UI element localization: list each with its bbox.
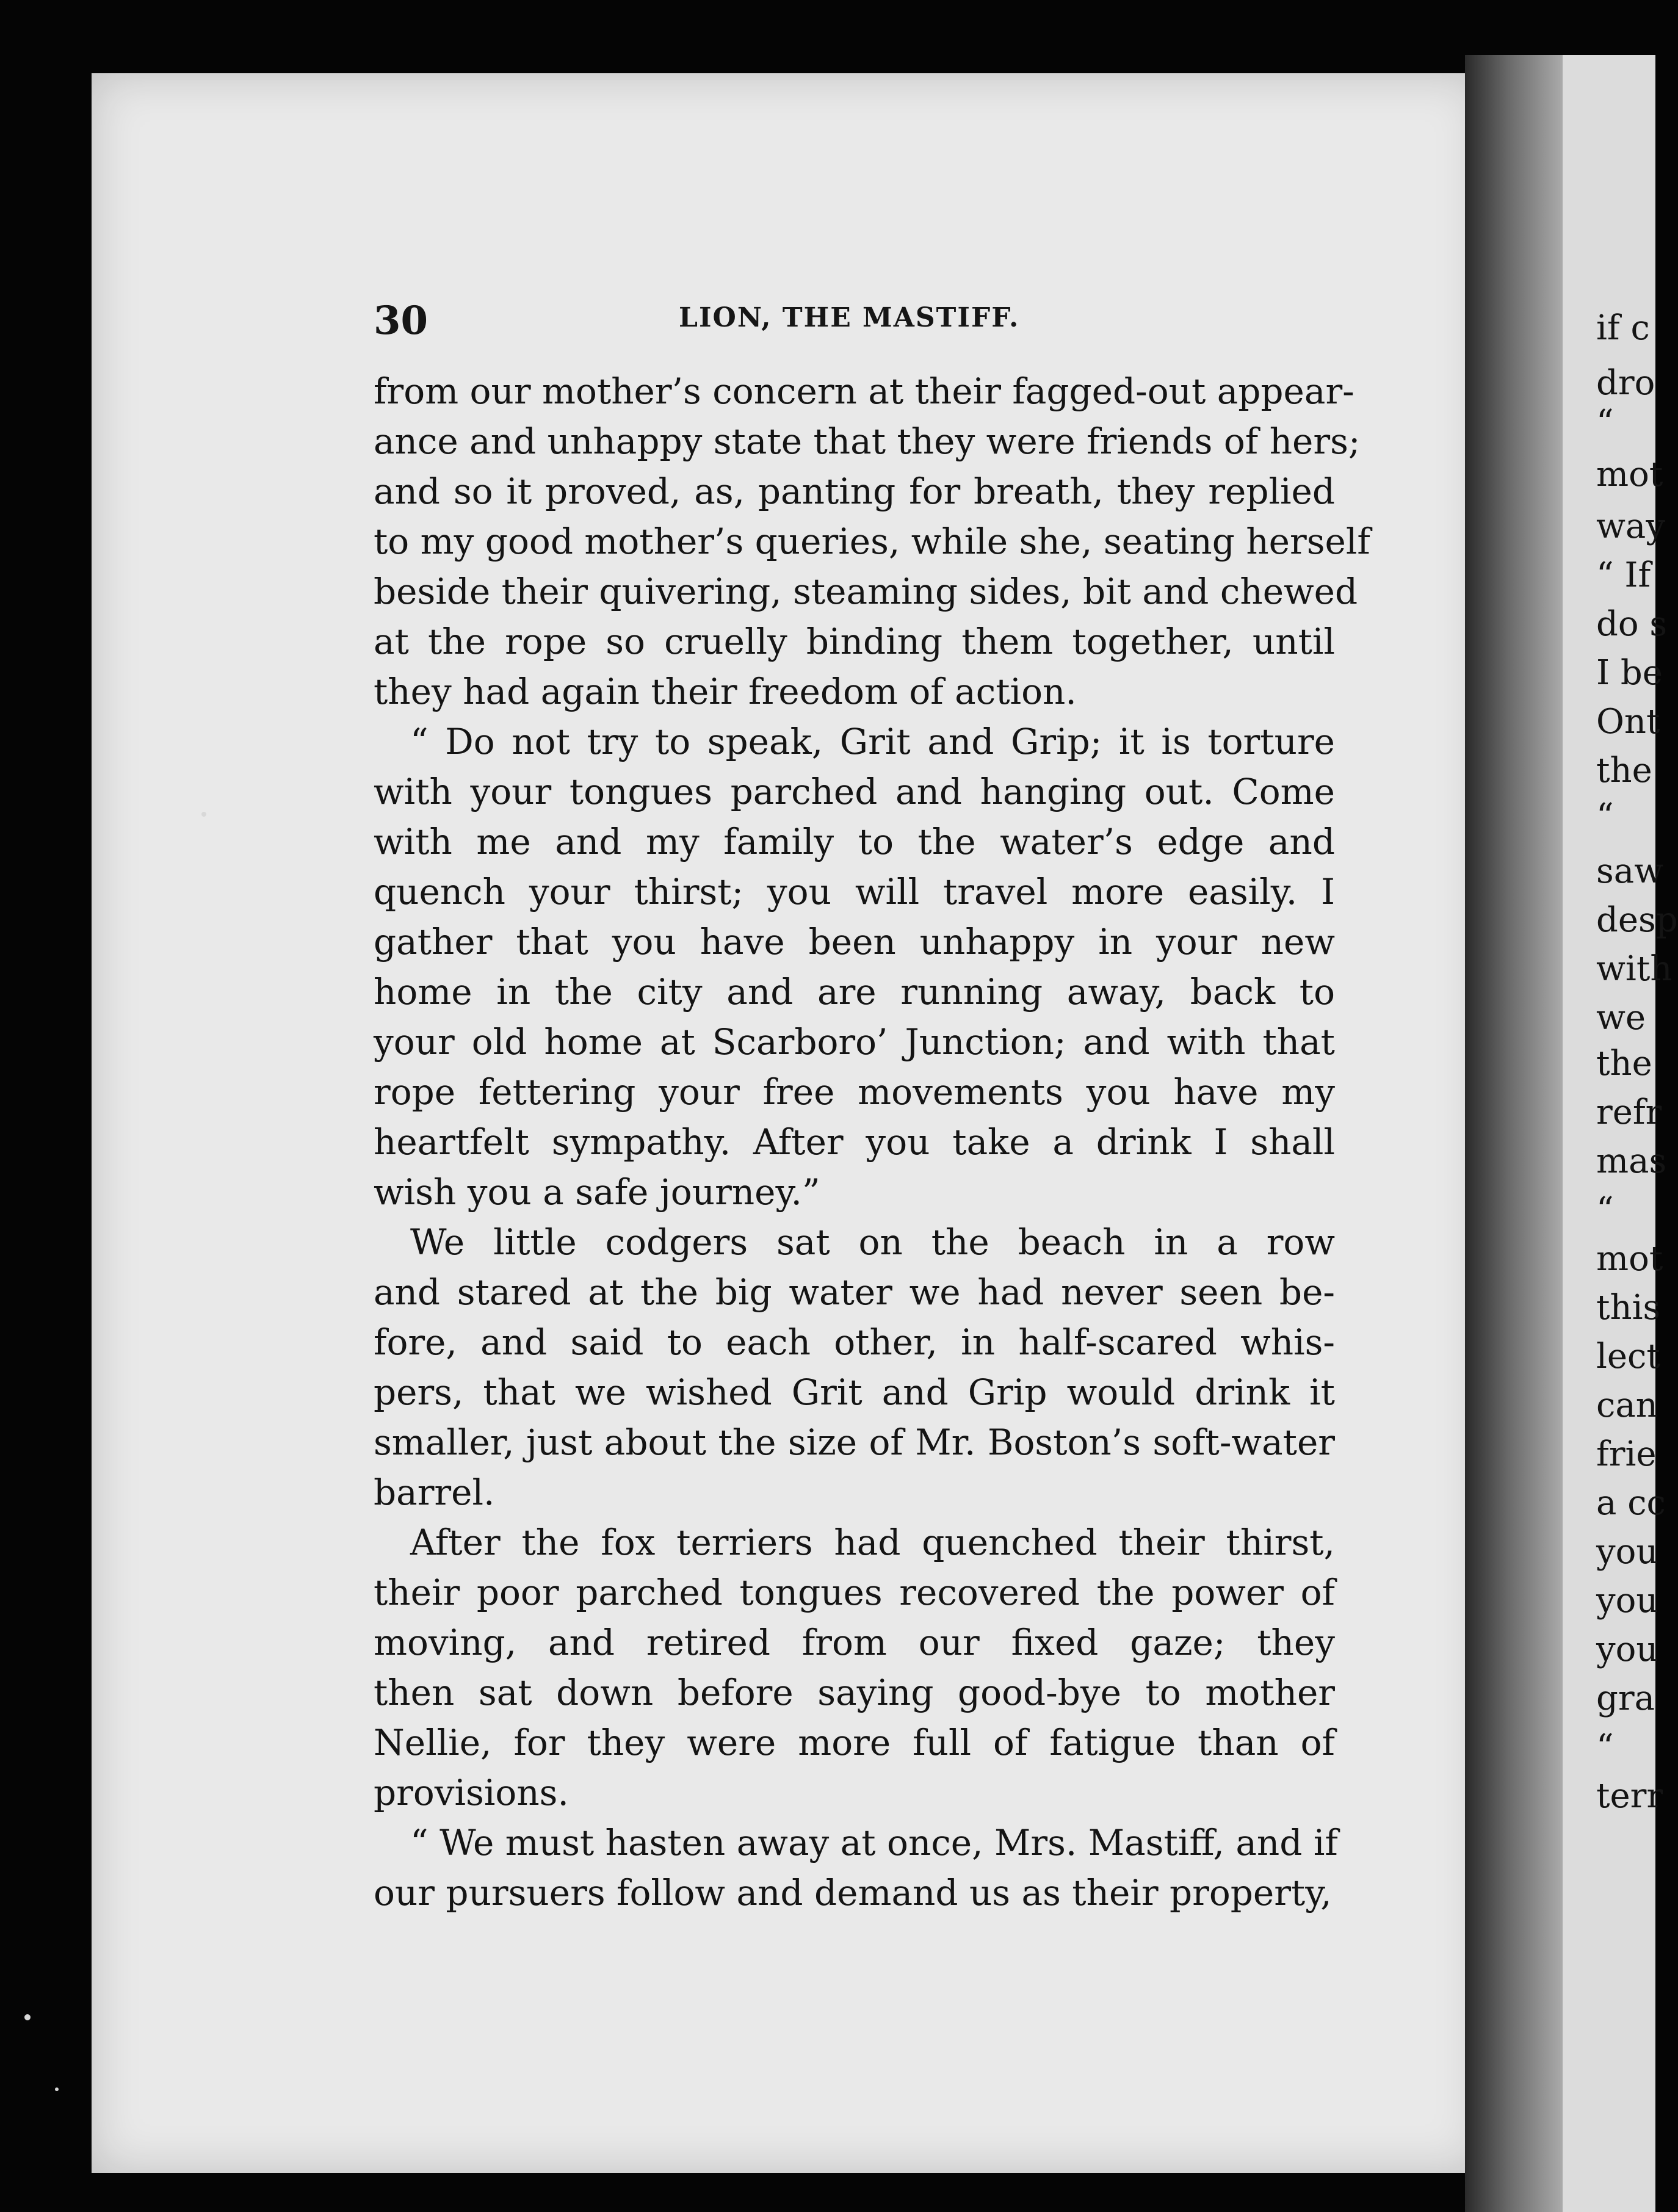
paper-speck bbox=[24, 2014, 31, 2020]
right-page-fragment: frie bbox=[1596, 1434, 1657, 1474]
text-line: ance and unhappy state that they were friends of hers; bbox=[374, 421, 1361, 462]
right-page-fragment: do s bbox=[1596, 604, 1668, 644]
page-number: 30 bbox=[374, 298, 429, 344]
right-page-fragment: lect bbox=[1596, 1337, 1660, 1376]
right-page-fragment: you bbox=[1596, 1532, 1658, 1572]
right-page-fragment: terr bbox=[1596, 1776, 1663, 1816]
text-line: After the fox terriers had quenched their thirst, bbox=[410, 1522, 1335, 1563]
right-page-fragment: saw bbox=[1596, 851, 1664, 891]
text-line: Nellie, for they were more full of fatigue than of bbox=[374, 1722, 1335, 1763]
text-line: their poor parched tongues recovered the power of bbox=[374, 1572, 1335, 1613]
right-page-fragment: we bbox=[1596, 998, 1646, 1038]
right-page-fragment: gra bbox=[1596, 1679, 1655, 1718]
right-page-fragment: I be bbox=[1596, 653, 1663, 693]
paper-speck bbox=[201, 812, 206, 817]
running-title: LION, THE MASTIFF. bbox=[679, 302, 1020, 333]
right-page-fragment: can bbox=[1596, 1386, 1658, 1425]
text-line: beside their quivering, steaming sides, bit and chewed bbox=[374, 571, 1358, 612]
text-line: heartfelt sympathy. After you take a drink I shall bbox=[374, 1121, 1335, 1163]
text-line: our pursuers follow and demand us as their property, bbox=[374, 1872, 1332, 1914]
text-line: with me and my family to the water’s edge and bbox=[374, 821, 1335, 862]
text-line: to my good mother’s queries, while she, seating herself bbox=[374, 521, 1370, 562]
right-page-fragment: dro bbox=[1596, 363, 1655, 403]
text-line: moving, and retired from our fixed gaze; they bbox=[374, 1622, 1335, 1663]
text-line: provisions. bbox=[374, 1772, 569, 1813]
right-page-fragment: the bbox=[1596, 751, 1652, 790]
right-page-fragment: mot bbox=[1596, 1239, 1663, 1279]
right-page-fragment: with bbox=[1596, 949, 1673, 989]
right-page-fragment: a cc bbox=[1596, 1483, 1666, 1523]
right-page-fragment: way bbox=[1596, 507, 1665, 546]
right-page-fragment: “ bbox=[1596, 1727, 1614, 1767]
right-page-fragment: this bbox=[1596, 1288, 1661, 1328]
paper-speck bbox=[55, 2087, 59, 2091]
text-line: at the rope so cruelly binding them together, until bbox=[374, 621, 1335, 662]
right-page-fragment: refr bbox=[1596, 1093, 1662, 1132]
text-line: rope fettering your free movements you have my bbox=[374, 1071, 1335, 1113]
text-line: and so it proved, as, panting for breath, they replied bbox=[374, 471, 1335, 512]
text-line: wish you a safe journey.” bbox=[374, 1171, 820, 1213]
text-line: from our mother’s concern at their fagged-out appear- bbox=[374, 370, 1354, 412]
text-line: smaller, just about the size of Mr. Boston’s soft-water bbox=[374, 1422, 1335, 1463]
text-line: “ Do not try to speak, Grit and Grip; it is torture bbox=[410, 721, 1335, 762]
right-page-fragment: mas bbox=[1596, 1141, 1667, 1181]
text-line: they had again their freedom of action. bbox=[374, 671, 1077, 712]
right-page-fragment: you bbox=[1596, 1581, 1658, 1621]
right-page-fragment: you bbox=[1596, 1630, 1658, 1669]
text-line: quench your thirst; you will travel more easily. I bbox=[374, 871, 1335, 913]
right-page-fragment: desp bbox=[1596, 900, 1678, 940]
book-page-right bbox=[1563, 55, 1678, 2212]
right-page-fragment: the bbox=[1596, 1044, 1652, 1083]
text-line: then sat down before saying good-bye to mother bbox=[374, 1672, 1335, 1713]
text-line: “ We must hasten away at once, Mrs. Mastiff, and if bbox=[410, 1822, 1338, 1863]
text-line: your old home at Scarboro’ Junction; and with that bbox=[374, 1021, 1335, 1063]
right-page-fragment: “ bbox=[1596, 1190, 1614, 1230]
right-page-fragment: “ bbox=[1596, 797, 1614, 836]
page-body-text bbox=[374, 366, 1370, 1918]
text-line: We little codgers sat on the beach in a row bbox=[410, 1221, 1335, 1263]
text-line: barrel. bbox=[374, 1472, 495, 1513]
text-line: fore, and said to each other, in half-scared whis- bbox=[374, 1321, 1335, 1363]
text-line: gather that you have been unhappy in your new bbox=[374, 921, 1335, 963]
right-page-fragment: if c bbox=[1596, 308, 1650, 348]
text-line: with your tongues parched and hanging out. Come bbox=[374, 771, 1335, 812]
book-gutter bbox=[1465, 55, 1575, 2212]
text-line: and stared at the big water we had never seen be- bbox=[374, 1271, 1335, 1313]
right-page-fragment: Ont bbox=[1596, 702, 1660, 742]
right-page-fragment: “ If bbox=[1596, 555, 1651, 595]
text-line: pers, that we wished Grit and Grip would drink it bbox=[374, 1372, 1335, 1413]
right-page-fragment: “ bbox=[1596, 403, 1614, 443]
text-line: home in the city and are running away, back to bbox=[374, 971, 1335, 1013]
right-page-fragment: mot bbox=[1596, 455, 1663, 494]
